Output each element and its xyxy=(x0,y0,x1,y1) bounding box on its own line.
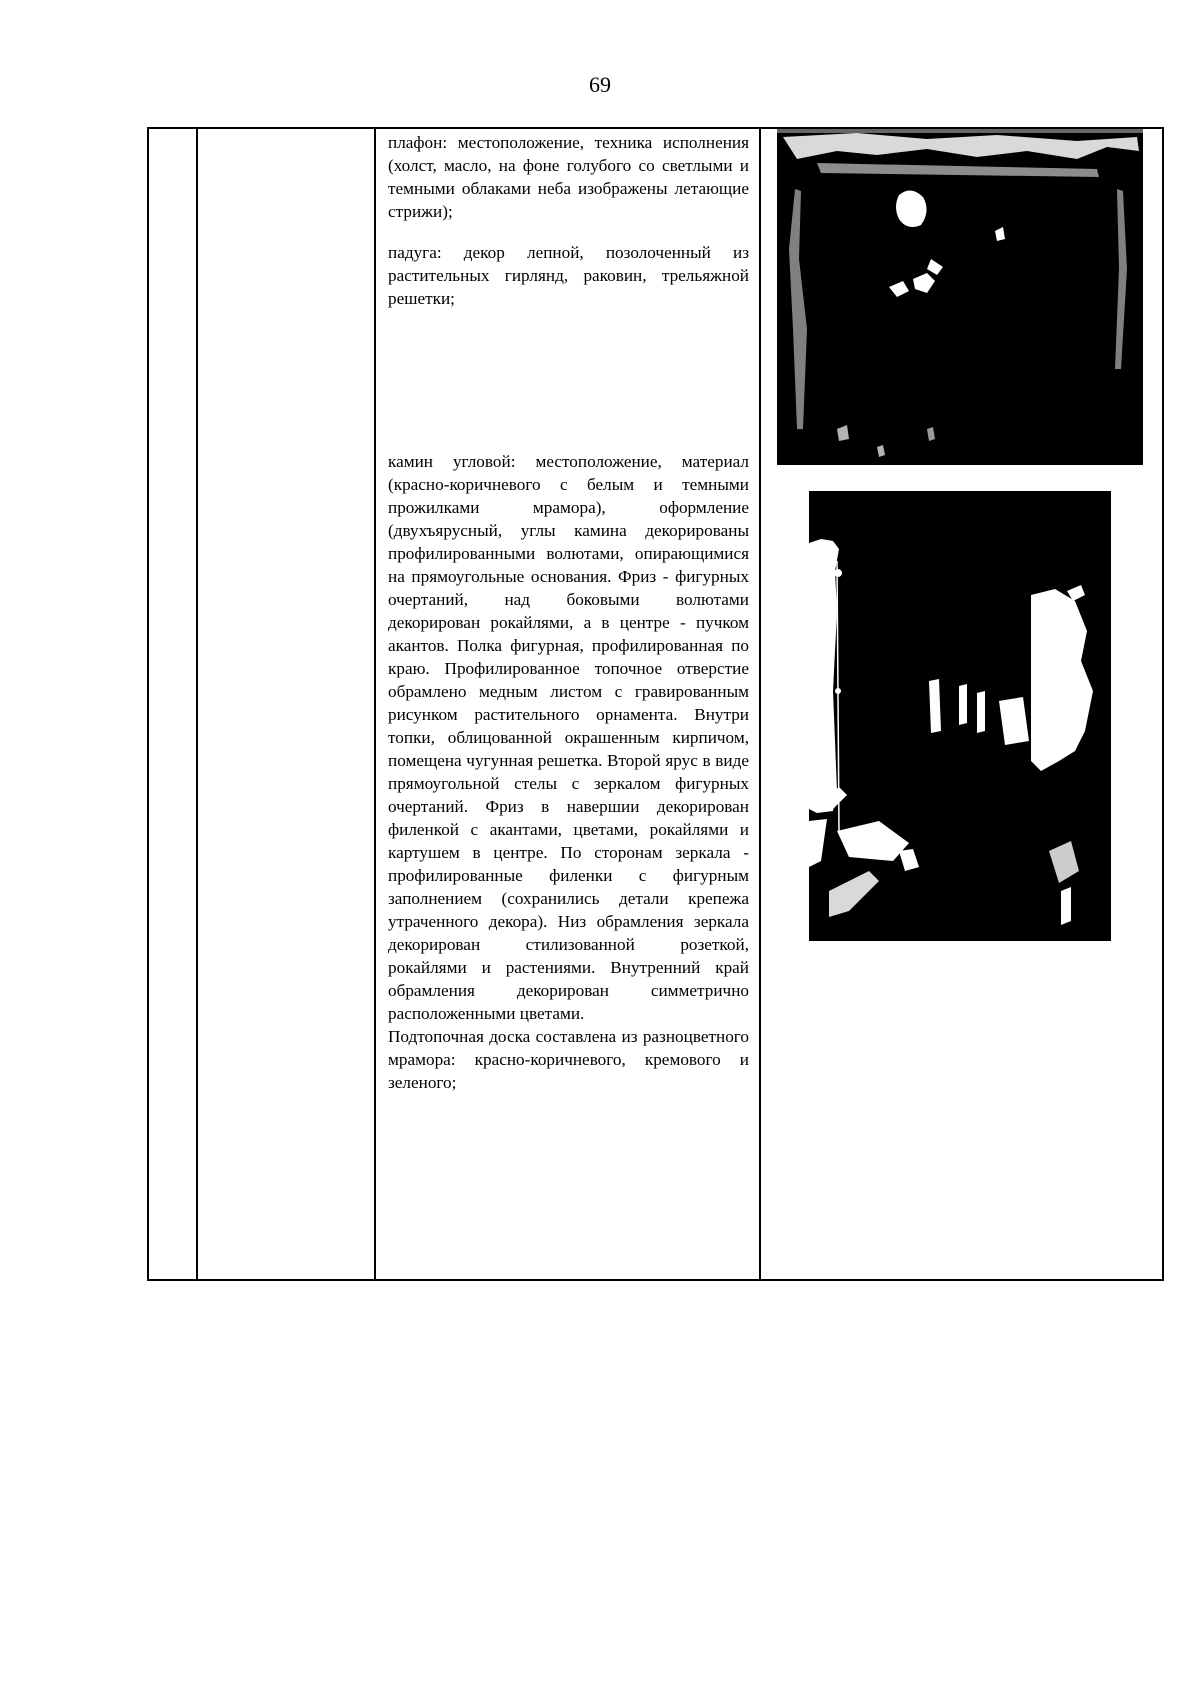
number-cell xyxy=(148,128,197,1280)
description-cell xyxy=(375,128,760,1280)
paragraph-plafond: плафон: местоположение, техника исполнения (холст, масло, на фоне голубого со светлыми и темными облаками неба изображены летающие стрижи); xyxy=(388,133,749,221)
paragraph-paduga: падуга: декор лепной, позолоченный из растительных гирлянд, раковин, трельяжной решетки; xyxy=(388,243,749,308)
ceiling-photo xyxy=(777,129,1143,465)
page-number: 69 xyxy=(589,72,611,97)
document-table xyxy=(147,127,1164,1281)
photos-cell xyxy=(760,128,1163,1280)
table-row xyxy=(148,128,1163,1280)
fireplace-photo xyxy=(809,491,1111,941)
name-cell xyxy=(197,128,375,1280)
paragraph-hearth-board: Подтопочная доска составлена из разноцветного мрамора: красно-коричневого, кремового и зеленого; xyxy=(388,1027,749,1092)
paragraph-fireplace: камин угловой: местоположение, материал (красно-коричневого с белым и темными прожилками мрамора), оформление (двухъярусный, углы камина декорированы профилированными волютами, опирающимися на прямоугольные основания. Фриз - фигурных очертаний, над боковыми волютами декорирован рокайлями, а в центре - пучком акантов. Полка фигурная, профилированная по краю. Профилированное топочное отверстие обрамлено медным листом с гравированным рисунком растительного орнамента. Внутри топки, облицованной окрашенным кирпичом, помещена чугунная решетка. Второй ярус в виде прямоугольной стелы с зеркалом фигурных очертаний. Фриз в навершии декорирован филенкой с акантами, цветами, рокайлями и картушем в центре. По сторонам зеркала - профилированные филенки с фигурным заполнением (сохранились детали крепежа утраченного декора). Низ обрамления зеркала декорирован стилизованной розеткой, рокайлями и растениями. Внутренний край обрамления декорирован симметрично расположенными цветами. xyxy=(388,452,749,1023)
